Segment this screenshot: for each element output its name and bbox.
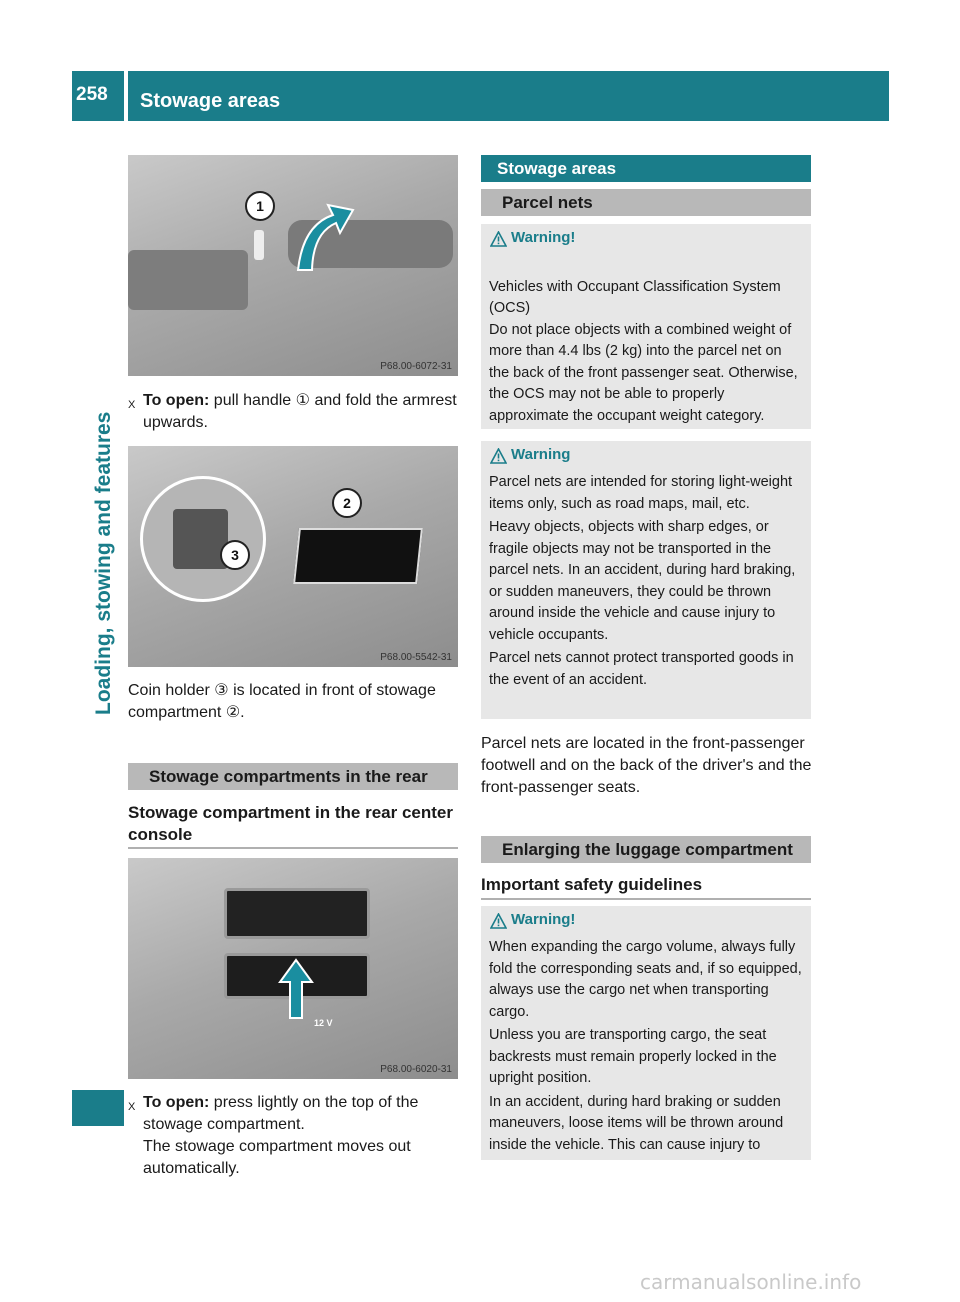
socket-label: 12 V bbox=[314, 1018, 333, 1028]
footer-watermark: carmanualsonline.info bbox=[640, 1270, 862, 1294]
section-bar-rear bbox=[128, 763, 458, 790]
header-title: Stowage areas bbox=[140, 90, 281, 112]
step-open-armrest bbox=[128, 390, 458, 434]
coin-holder-text: Coin holder ③ is located in front of stowage compartment ②. bbox=[128, 682, 436, 721]
warning-box-ocs bbox=[481, 224, 811, 429]
warning-paragraph: When expanding the cargo volume, always fully fold the corresponding seats and, if so equipped, always use the cargo net when transporting cargo. bbox=[489, 939, 802, 1020]
warning-text bbox=[489, 472, 805, 693]
callout-1: 1 bbox=[245, 191, 275, 221]
warning-title: Warning! bbox=[511, 911, 576, 928]
rear-console-photo bbox=[128, 858, 458, 1079]
photo-ref: P68.00-5542-31 bbox=[380, 652, 452, 663]
section-bar-parcel bbox=[481, 189, 811, 216]
step-text: pull handle ① and fold the armrest upwards. bbox=[143, 392, 457, 431]
press-arrow-icon bbox=[278, 958, 314, 1020]
bar-title: Stowage areas bbox=[497, 159, 617, 178]
photo-ref: P68.00-6020-31 bbox=[380, 1064, 452, 1075]
step-label: To open: bbox=[143, 392, 210, 409]
section-title: Parcel nets bbox=[502, 193, 593, 212]
photo-ref: P68.00-6072-31 bbox=[380, 361, 452, 372]
stowage-compartment-photo bbox=[128, 446, 458, 667]
step-open-compartment bbox=[128, 1092, 458, 1180]
warning-icon bbox=[490, 231, 507, 247]
compartment-shape bbox=[293, 528, 423, 584]
subhead-safety-guidelines: Important safety guidelines bbox=[481, 875, 703, 894]
step-result: The stowage compartment moves out automatically. bbox=[143, 1138, 411, 1177]
warning-title: Warning bbox=[511, 446, 571, 463]
warning-text bbox=[489, 937, 805, 1158]
warning-title: Warning! bbox=[511, 229, 576, 246]
detail-magnifier bbox=[140, 476, 266, 602]
step-marker: X bbox=[128, 399, 136, 411]
section-title: Enlarging the luggage compartment bbox=[502, 840, 793, 859]
step-text: press lightly on the top of the stowage compartment. bbox=[143, 1094, 419, 1133]
callout-3: 3 bbox=[220, 540, 250, 570]
stowage-areas-bar bbox=[481, 155, 811, 182]
warning-box-cargo bbox=[481, 906, 811, 1160]
divider bbox=[481, 898, 811, 900]
step-marker: X bbox=[128, 1101, 136, 1113]
warning-paragraph: Unless you are transporting cargo, the seat backrests must remain properly locked in the upright position. bbox=[489, 1027, 777, 1086]
warning-icon bbox=[490, 448, 507, 464]
warning-text bbox=[489, 255, 805, 451]
warning-paragraph: Heavy objects, objects with sharp edges, or fragile objects may not be transported in the parcel nets. In an accident, during hard braking, or sudden maneuvers, they could be thrown around inside the vehicle and cause injury to vehicle occupants. bbox=[489, 519, 796, 643]
warning-box-parcel-nets bbox=[481, 441, 811, 719]
warning-paragraph: Parcel nets cannot protect transported goods in the event of an accident. bbox=[489, 650, 794, 688]
section-title: Stowage compartments in the rear bbox=[149, 767, 428, 786]
divider bbox=[128, 847, 458, 849]
side-tab bbox=[72, 125, 124, 1125]
section-bar-luggage bbox=[481, 836, 811, 863]
warning-icon bbox=[490, 913, 507, 929]
fold-arrow-icon bbox=[278, 195, 358, 285]
side-tab-title: Loading, stowing and features bbox=[92, 411, 115, 715]
callout-2: 2 bbox=[332, 488, 362, 518]
parcel-nets-location-text: Parcel nets are located in the front-passenger footwell and on the back of the driver's and the front-passenger seats. bbox=[481, 735, 812, 796]
handle-shape bbox=[254, 230, 264, 260]
warning-paragraph: Vehicles with Occupant Classification System (OCS) Do not place objects with a combined weight of more than 4.4 lbs (2 kg) into the parcel net on the back of the front passenger seat. Otherwise, the OCS may not be able to properly approximate the occupant weight category. bbox=[489, 278, 798, 424]
step-label: To open: bbox=[143, 1094, 210, 1111]
warning-paragraph: Parcel nets are intended for storing light-weight items only, such as road maps, mail, etc. bbox=[489, 474, 793, 512]
warning-paragraph: In an accident, during hard braking or sudden maneuvers, loose items will be thrown around inside the vehicle. This can cause injury to bbox=[489, 1093, 784, 1153]
page-number: 258 bbox=[76, 84, 108, 105]
subhead-rear-console: Stowage compartment in the rear center console bbox=[128, 803, 453, 844]
side-tab-marker bbox=[72, 1090, 124, 1126]
armrest-photo bbox=[128, 155, 458, 376]
